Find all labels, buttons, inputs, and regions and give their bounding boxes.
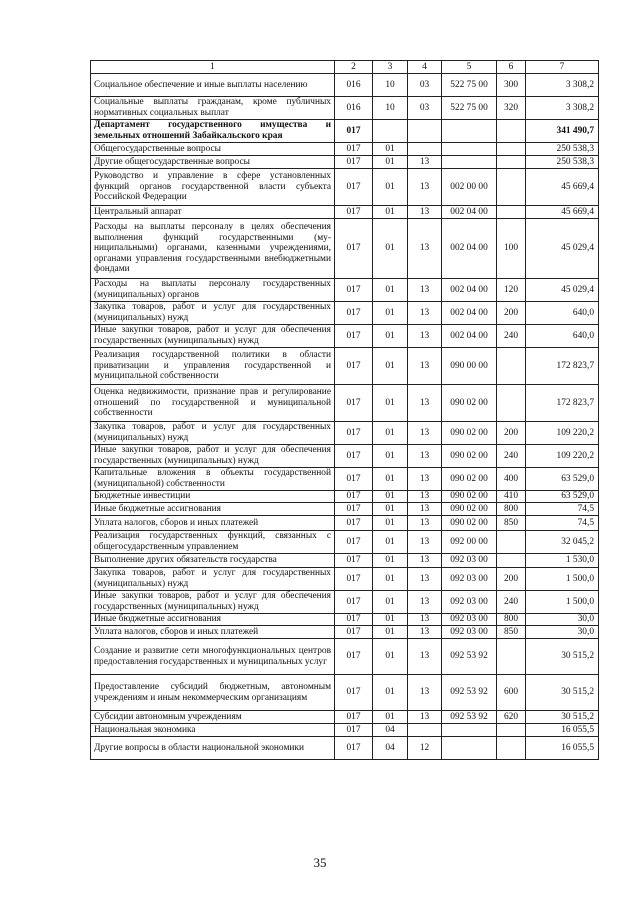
subsection-cell: 13 bbox=[408, 568, 442, 591]
subsection-cell: 13 bbox=[408, 591, 442, 614]
table-header-row bbox=[91, 61, 599, 74]
section-cell: 01 bbox=[373, 385, 408, 422]
amount-cell: 45 029,4 bbox=[526, 279, 599, 302]
table-row bbox=[91, 97, 599, 120]
expense-type-cell: 300 bbox=[497, 74, 526, 97]
target-article-cell: 002 04 00 bbox=[442, 279, 497, 302]
expense-type-cell bbox=[497, 737, 526, 760]
subsection-cell: 13 bbox=[408, 206, 442, 219]
expense-type-cell bbox=[497, 348, 526, 385]
section-cell: 01 bbox=[373, 156, 408, 169]
table-row bbox=[91, 385, 599, 422]
admin-code-cell: 017 bbox=[335, 422, 373, 445]
row-name-cell: Закупка товаров, работ и услуг для государственных (муниципальных) нужд bbox=[91, 422, 335, 445]
subsection-cell: 13 bbox=[408, 675, 442, 711]
target-article-cell: 092 53 92 bbox=[442, 675, 497, 711]
row-name-cell: Субсидии автономным учреждениям bbox=[91, 711, 335, 724]
expense-type-cell: 200 bbox=[497, 568, 526, 591]
amount-cell: 30 515,2 bbox=[526, 639, 599, 675]
expense-type-cell bbox=[497, 156, 526, 169]
row-name-cell: Департамент государственного имущества и земельных отношений Забайкальского края bbox=[91, 120, 335, 143]
target-article-cell: 092 03 00 bbox=[442, 568, 497, 591]
table-row bbox=[91, 626, 599, 639]
subsection-cell: 13 bbox=[408, 626, 442, 639]
amount-cell: 1 500,0 bbox=[526, 591, 599, 614]
section-cell: 01 bbox=[373, 143, 408, 156]
budget-table bbox=[90, 60, 599, 760]
target-article-cell: 522 75 00 bbox=[442, 74, 497, 97]
admin-code-cell: 017 bbox=[335, 219, 373, 279]
amount-cell: 172 823,7 bbox=[526, 385, 599, 422]
section-cell: 01 bbox=[373, 503, 408, 516]
target-article-cell bbox=[442, 724, 497, 737]
section-cell: 01 bbox=[373, 491, 408, 503]
table-row bbox=[91, 554, 599, 568]
section-cell: 01 bbox=[373, 614, 408, 626]
expense-type-cell: 320 bbox=[497, 97, 526, 120]
subsection-cell bbox=[408, 724, 442, 737]
admin-code-cell: 017 bbox=[335, 348, 373, 385]
expense-type-cell bbox=[497, 531, 526, 554]
expense-type-cell: 120 bbox=[497, 279, 526, 302]
table-row bbox=[91, 675, 599, 711]
target-article-cell: 522 75 00 bbox=[442, 97, 497, 120]
admin-code-cell: 017 bbox=[335, 385, 373, 422]
row-name-cell: Социальные выплаты гражданам, кроме публичных нормативных социальных выплат bbox=[91, 97, 335, 120]
row-name-cell: Предоставление субсидий бюджетным, автономным учреждениям и иным некоммерческим организациям bbox=[91, 675, 335, 711]
section-cell: 01 bbox=[373, 554, 408, 568]
amount-cell: 1 500,0 bbox=[526, 568, 599, 591]
table-row bbox=[91, 219, 599, 279]
row-name-cell: Закупка товаров, работ и услуг для государственных (муниципальных) нужд bbox=[91, 568, 335, 591]
row-name-cell: Руководство и управление в сфере установленных функций органов государственной власти субъекта Российской Федерации bbox=[91, 169, 335, 206]
admin-code-cell: 017 bbox=[335, 614, 373, 626]
row-name-cell: Уплата налогов, сборов и иных платежей bbox=[91, 516, 335, 531]
subsection-cell: 13 bbox=[408, 302, 442, 325]
table-row bbox=[91, 74, 599, 97]
row-name-cell: Создание и развитие сети многофункциональных центров предоставления государственных и муниципальных услуг bbox=[91, 639, 335, 675]
admin-code-cell: 017 bbox=[335, 639, 373, 675]
table-row bbox=[91, 591, 599, 614]
table-row bbox=[91, 568, 599, 591]
admin-code-cell: 017 bbox=[335, 591, 373, 614]
section-cell: 10 bbox=[373, 74, 408, 97]
amount-cell: 1 530,0 bbox=[526, 554, 599, 568]
target-article-cell: 002 04 00 bbox=[442, 219, 497, 279]
row-name-cell: Оценка недвижимости, признание прав и регулирование отношений по государственной и муниципальной собственности bbox=[91, 385, 335, 422]
admin-code-cell: 017 bbox=[335, 724, 373, 737]
section-cell: 01 bbox=[373, 639, 408, 675]
expense-type-cell bbox=[497, 169, 526, 206]
row-name-cell: Реализация государственных функций, связанных с общегосударственным управлением bbox=[91, 531, 335, 554]
target-article-cell bbox=[442, 156, 497, 169]
row-name-cell: Выполнение других обязательств государства bbox=[91, 554, 335, 568]
amount-cell: 45 029,4 bbox=[526, 219, 599, 279]
target-article-cell: 092 53 92 bbox=[442, 639, 497, 675]
header-cell-4: 4 bbox=[408, 61, 442, 74]
expense-type-cell: 850 bbox=[497, 516, 526, 531]
header-cell-5: 5 bbox=[442, 61, 497, 74]
amount-cell: 640,0 bbox=[526, 325, 599, 348]
subsection-cell bbox=[408, 143, 442, 156]
header-cell-1: 1 bbox=[91, 61, 335, 74]
table-row bbox=[91, 491, 599, 503]
row-name-cell: Уплата налогов, сборов и иных платежей bbox=[91, 626, 335, 639]
row-name-cell: Реализация государственной политики в области приватизации и управления государственной и муниципальной собственности bbox=[91, 348, 335, 385]
subsection-cell: 13 bbox=[408, 348, 442, 385]
target-article-cell: 090 02 00 bbox=[442, 503, 497, 516]
admin-code-cell: 017 bbox=[335, 626, 373, 639]
row-name-cell: Иные бюджетные ассигнования bbox=[91, 614, 335, 626]
expense-type-cell bbox=[497, 554, 526, 568]
amount-cell: 30,0 bbox=[526, 614, 599, 626]
document-page bbox=[90, 60, 598, 760]
expense-type-cell bbox=[497, 724, 526, 737]
target-article-cell: 002 04 00 bbox=[442, 325, 497, 348]
table-row bbox=[91, 711, 599, 724]
amount-cell: 640,0 bbox=[526, 302, 599, 325]
admin-code-cell: 017 bbox=[335, 531, 373, 554]
expense-type-cell: 620 bbox=[497, 711, 526, 724]
target-article-cell: 090 02 00 bbox=[442, 516, 497, 531]
amount-cell: 30,0 bbox=[526, 626, 599, 639]
table-row bbox=[91, 724, 599, 737]
subsection-cell: 13 bbox=[408, 422, 442, 445]
target-article-cell: 092 03 00 bbox=[442, 554, 497, 568]
target-article-cell: 090 02 00 bbox=[442, 385, 497, 422]
row-name-cell: Расходы на выплаты персоналу государственных (муниципальных) органов bbox=[91, 279, 335, 302]
row-name-cell: Иные закупки товаров, работ и услуг для обеспечения государственных (муниципальных) нужд bbox=[91, 325, 335, 348]
admin-code-cell: 017 bbox=[335, 468, 373, 491]
subsection-cell: 13 bbox=[408, 639, 442, 675]
section-cell: 01 bbox=[373, 626, 408, 639]
table-row bbox=[91, 503, 599, 516]
amount-cell: 3 308,2 bbox=[526, 97, 599, 120]
subsection-cell: 03 bbox=[408, 97, 442, 120]
admin-code-cell: 016 bbox=[335, 74, 373, 97]
section-cell: 01 bbox=[373, 675, 408, 711]
amount-cell: 109 220,2 bbox=[526, 422, 599, 445]
subsection-cell: 13 bbox=[408, 279, 442, 302]
expense-type-cell: 200 bbox=[497, 302, 526, 325]
subsection-cell: 13 bbox=[408, 219, 442, 279]
amount-cell: 30 515,2 bbox=[526, 711, 599, 724]
expense-type-cell: 240 bbox=[497, 325, 526, 348]
admin-code-cell: 017 bbox=[335, 711, 373, 724]
header-cell-3: 3 bbox=[373, 61, 408, 74]
table-row bbox=[91, 348, 599, 385]
expense-type-cell: 240 bbox=[497, 445, 526, 468]
expense-type-cell bbox=[497, 385, 526, 422]
table-row bbox=[91, 737, 599, 760]
table-row bbox=[91, 422, 599, 445]
admin-code-cell: 017 bbox=[335, 491, 373, 503]
header-cell-7: 7 bbox=[526, 61, 599, 74]
target-article-cell bbox=[442, 737, 497, 760]
admin-code-cell: 017 bbox=[335, 156, 373, 169]
amount-cell: 341 490,7 bbox=[526, 120, 599, 143]
section-cell: 01 bbox=[373, 445, 408, 468]
subsection-cell: 13 bbox=[408, 325, 442, 348]
subsection-cell: 13 bbox=[408, 445, 442, 468]
table-row bbox=[91, 120, 599, 143]
table-body bbox=[91, 61, 599, 760]
row-name-cell: Другие вопросы в области национальной экономики bbox=[91, 737, 335, 760]
header-cell-2: 2 bbox=[335, 61, 373, 74]
section-cell: 01 bbox=[373, 468, 408, 491]
section-cell: 01 bbox=[373, 422, 408, 445]
target-article-cell: 092 03 00 bbox=[442, 614, 497, 626]
row-name-cell: Центральный аппарат bbox=[91, 206, 335, 219]
admin-code-cell: 017 bbox=[335, 325, 373, 348]
section-cell: 01 bbox=[373, 591, 408, 614]
table-row bbox=[91, 445, 599, 468]
section-cell: 01 bbox=[373, 302, 408, 325]
expense-type-cell: 800 bbox=[497, 503, 526, 516]
row-name-cell: Закупка товаров, работ и услуг для государственных (муниципальных) нужд bbox=[91, 302, 335, 325]
table-row bbox=[91, 156, 599, 169]
admin-code-cell: 017 bbox=[335, 169, 373, 206]
row-name-cell: Другие общегосударственные вопросы bbox=[91, 156, 335, 169]
table-row bbox=[91, 279, 599, 302]
expense-type-cell: 800 bbox=[497, 614, 526, 626]
admin-code-cell: 017 bbox=[335, 568, 373, 591]
subsection-cell: 13 bbox=[408, 385, 442, 422]
amount-cell: 45 669,4 bbox=[526, 206, 599, 219]
amount-cell: 74,5 bbox=[526, 516, 599, 531]
table-row bbox=[91, 206, 599, 219]
subsection-cell: 12 bbox=[408, 737, 442, 760]
subsection-cell: 13 bbox=[408, 491, 442, 503]
admin-code-cell: 017 bbox=[335, 279, 373, 302]
row-name-cell: Социальное обеспечение и иные выплаты населению bbox=[91, 74, 335, 97]
section-cell: 01 bbox=[373, 279, 408, 302]
table-row bbox=[91, 302, 599, 325]
expense-type-cell bbox=[497, 206, 526, 219]
section-cell: 10 bbox=[373, 97, 408, 120]
subsection-cell: 13 bbox=[408, 156, 442, 169]
amount-cell: 250 538,3 bbox=[526, 143, 599, 156]
admin-code-cell: 017 bbox=[335, 737, 373, 760]
subsection-cell: 13 bbox=[408, 169, 442, 206]
table-row bbox=[91, 143, 599, 156]
table-row bbox=[91, 325, 599, 348]
expense-type-cell bbox=[497, 143, 526, 156]
section-cell: 01 bbox=[373, 568, 408, 591]
amount-cell: 109 220,2 bbox=[526, 445, 599, 468]
amount-cell: 250 538,3 bbox=[526, 156, 599, 169]
amount-cell: 30 515,2 bbox=[526, 675, 599, 711]
table-row bbox=[91, 531, 599, 554]
admin-code-cell: 017 bbox=[335, 120, 373, 143]
section-cell: 01 bbox=[373, 516, 408, 531]
admin-code-cell: 017 bbox=[335, 143, 373, 156]
target-article-cell: 002 00 00 bbox=[442, 169, 497, 206]
subsection-cell: 13 bbox=[408, 554, 442, 568]
section-cell: 01 bbox=[373, 348, 408, 385]
target-article-cell: 090 02 00 bbox=[442, 468, 497, 491]
admin-code-cell: 017 bbox=[335, 302, 373, 325]
amount-cell: 16 055,5 bbox=[526, 724, 599, 737]
admin-code-cell: 017 bbox=[335, 675, 373, 711]
table-row bbox=[91, 169, 599, 206]
target-article-cell: 090 02 00 bbox=[442, 491, 497, 503]
target-article-cell: 092 53 92 bbox=[442, 711, 497, 724]
amount-cell: 63 529,0 bbox=[526, 491, 599, 503]
row-name-cell: Иные закупки товаров, работ и услуг для обеспечения государственных (муниципальных) нужд bbox=[91, 591, 335, 614]
admin-code-cell: 017 bbox=[335, 554, 373, 568]
section-cell: 04 bbox=[373, 737, 408, 760]
subsection-cell: 13 bbox=[408, 503, 442, 516]
target-article-cell: 092 03 00 bbox=[442, 626, 497, 639]
amount-cell: 172 823,7 bbox=[526, 348, 599, 385]
subsection-cell: 13 bbox=[408, 468, 442, 491]
subsection-cell: 13 bbox=[408, 614, 442, 626]
target-article-cell: 002 04 00 bbox=[442, 302, 497, 325]
target-article-cell bbox=[442, 143, 497, 156]
expense-type-cell bbox=[497, 120, 526, 143]
amount-cell: 74,5 bbox=[526, 503, 599, 516]
expense-type-cell: 410 bbox=[497, 491, 526, 503]
table-row bbox=[91, 639, 599, 675]
row-name-cell: Капитальные вложения в объекты государственной (муниципальной) собственности bbox=[91, 468, 335, 491]
amount-cell: 45 669,4 bbox=[526, 169, 599, 206]
target-article-cell: 002 04 00 bbox=[442, 206, 497, 219]
section-cell: 01 bbox=[373, 219, 408, 279]
table-row bbox=[91, 468, 599, 491]
subsection-cell: 13 bbox=[408, 516, 442, 531]
row-name-cell: Иные бюджетные ассигнования bbox=[91, 503, 335, 516]
amount-cell: 16 055,5 bbox=[526, 737, 599, 760]
admin-code-cell: 017 bbox=[335, 503, 373, 516]
subsection-cell bbox=[408, 120, 442, 143]
section-cell: 01 bbox=[373, 711, 408, 724]
target-article-cell: 090 00 00 bbox=[442, 348, 497, 385]
target-article-cell bbox=[442, 120, 497, 143]
header-cell-6: 6 bbox=[497, 61, 526, 74]
section-cell: 04 bbox=[373, 724, 408, 737]
target-article-cell: 092 03 00 bbox=[442, 591, 497, 614]
section-cell bbox=[373, 120, 408, 143]
subsection-cell: 13 bbox=[408, 531, 442, 554]
amount-cell: 32 045,2 bbox=[526, 531, 599, 554]
expense-type-cell: 400 bbox=[497, 468, 526, 491]
table-row bbox=[91, 614, 599, 626]
expense-type-cell: 600 bbox=[497, 675, 526, 711]
admin-code-cell: 017 bbox=[335, 445, 373, 468]
page-number: 35 bbox=[313, 855, 327, 870]
expense-type-cell bbox=[497, 639, 526, 675]
row-name-cell: Национальная экономика bbox=[91, 724, 335, 737]
target-article-cell: 092 00 00 bbox=[442, 531, 497, 554]
row-name-cell: Бюджетные инвестиции bbox=[91, 491, 335, 503]
subsection-cell: 03 bbox=[408, 74, 442, 97]
row-name-cell: Расходы на выплаты персоналу в целях обеспечения выполнения функций государственными (муниципальными) органами, казенными учреждениями, органами управления государственными внебюджетными фондами bbox=[91, 219, 335, 279]
admin-code-cell: 017 bbox=[335, 206, 373, 219]
row-name-cell: Иные закупки товаров, работ и услуг для обеспечения государственных (муниципальных) нужд bbox=[91, 445, 335, 468]
target-article-cell: 090 02 00 bbox=[442, 445, 497, 468]
admin-code-cell: 017 bbox=[335, 516, 373, 531]
expense-type-cell: 240 bbox=[497, 591, 526, 614]
section-cell: 01 bbox=[373, 325, 408, 348]
amount-cell: 3 308,2 bbox=[526, 74, 599, 97]
table-row bbox=[91, 516, 599, 531]
expense-type-cell: 200 bbox=[497, 422, 526, 445]
admin-code-cell: 016 bbox=[335, 97, 373, 120]
row-name-cell: Общегосударственные вопросы bbox=[91, 143, 335, 156]
expense-type-cell: 850 bbox=[497, 626, 526, 639]
subsection-cell: 13 bbox=[408, 711, 442, 724]
amount-cell: 63 529,0 bbox=[526, 468, 599, 491]
target-article-cell: 090 02 00 bbox=[442, 422, 497, 445]
expense-type-cell: 100 bbox=[497, 219, 526, 279]
section-cell: 01 bbox=[373, 531, 408, 554]
section-cell: 01 bbox=[373, 206, 408, 219]
section-cell: 01 bbox=[373, 169, 408, 206]
